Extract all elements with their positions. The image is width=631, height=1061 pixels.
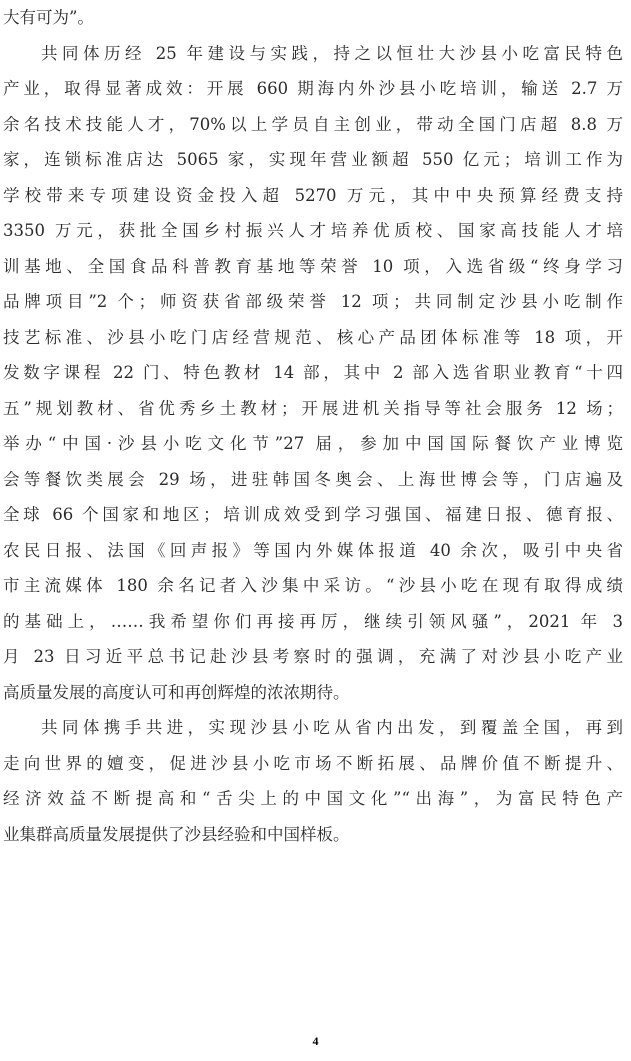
text-line: 月 23 日习近平总书记赴沙县考察时的强调，充满了对沙县小吃产业 [3,647,623,666]
text-line: 五”规划教材、省优秀乡土教材；开展进机关指导等社会服务 12 场； [3,398,623,418]
paragraph-achievements [3,36,623,711]
paragraph-continuation [3,0,623,36]
page-number: 4 [312,1034,319,1048]
text-line: 农民日报、法国《回声报》等国内外媒体报道 40 余次，吸引中央省 [3,540,623,560]
text-line: 走向世界的嬗变，促进沙县小吃市场不断拓展、品牌价值不断提升、 [3,753,623,773]
text-line: 的基础上，……我希望你们再接再厉，继续引领风骚”，2021 年 3 [3,611,623,631]
text-line: 全球 66 个国家和地区；培训成效受到学习强国、福建日报、德育报、 [3,505,623,524]
text-line: 高质量发展的高度认可和再创辉煌的浓浓期待。 [3,682,350,702]
text-line: 会等餐饮类展会 29 场，进驻韩国冬奥会、上海世博会等，门店遍及 [3,469,623,489]
text-line: 经济效益不断提高和“舌尖上的中国文化”“出海”，为富民特色产 [3,789,623,808]
text-line: 举办“中国·沙县小吃文化节”27 届，参加中国国际餐饮产业博览 [3,434,623,453]
text-line: 产业，取得显著成效：开展 660 期海内外沙县小吃培训，输送 2.7 万 [3,79,623,98]
text-line: 学校带来专项建设资金投入超 5270 万元，其中中央预算经费支持 [3,185,623,205]
text-line: 业集群高质量发展提供了沙县经验和中国样板。 [3,824,350,844]
text-line: 训基地、全国食品科普教育基地等荣誉 10 项，入选省级“终身学习 [3,256,623,276]
text-line: 大有可为”。 [3,8,94,27]
text-line: 余名技术技能人才，70%以上学员自主创业，带动全国门店超 8.8 万 [3,114,623,134]
text-line: 共同体历经 25 年建设与实践，持之以恒壮大沙县小吃富民特色 [41,43,623,63]
text-line: 发数字课程 22 门、特色教材 14 部，其中 2 部入选省职业教育“十四 [3,363,623,382]
text-line: 技艺标准、沙县小吃门店经营规范、核心产品团体标准等 18 项，开 [3,327,623,347]
text-line: 3350 万元，获批全国乡村振兴人才培养优质校、国家高技能人才培 [3,221,623,240]
text-line: 市主流媒体 180 余名记者入沙集中采访。“沙县小吃在现有取得成绩 [3,576,623,595]
text-line: 品牌项目”2 个；师资获省部级荣誉 12 项；共同制定沙县小吃制作 [3,292,623,311]
paragraph-conclusion [3,710,623,852]
text-line: 共同体携手共进，实现沙县小吃从省内出发，到覆盖全国，再到 [41,718,623,737]
text-line: 家，连锁标准店达 5065 家，实现年营业额超 550 亿元；培训工作为 [3,150,623,169]
